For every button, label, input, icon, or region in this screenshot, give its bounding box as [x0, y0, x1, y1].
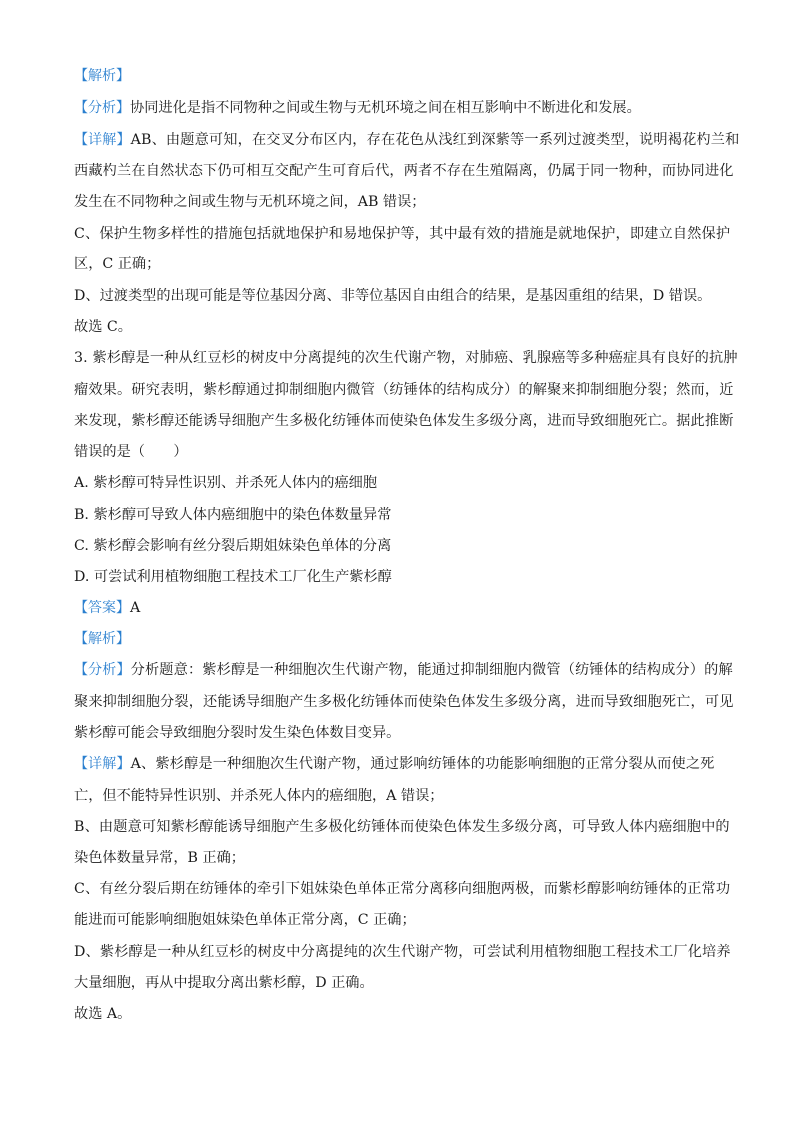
question-stem-line: 错误的是（ ） — [74, 444, 188, 460]
question-stem-line: 瘤效果。研究表明，紫杉醇通过抑制细胞内微管（纺锤体的结构成分）的解聚来抑制细胞分裂；然而，近 — [74, 382, 734, 398]
analysis-line: 紫杉醇可能会导致细胞分裂时发生染色体数目变异。 — [74, 725, 401, 741]
answer-value: A — [130, 600, 141, 616]
question-stem-line: 3. 紫杉醇是一种从红豆杉的树皮中分离提纯的次生代谢产物，对肺癌、乳腺癌等多种癌症具有良好的抗肿 — [74, 350, 738, 366]
detail-line: 染色体数量异常，B 正确； — [74, 850, 245, 866]
jiexi-heading-2: 【解析】 — [74, 631, 130, 647]
detail-line: 大量细胞，再从中提取分离出紫杉醇，D 正确。 — [74, 975, 374, 991]
detail-line: C、保护生物多样性的措施包括就地保护和易地保护等，其中最有效的措施是就地保护，即建立自然保护 — [74, 226, 731, 242]
detail-line: 西藏杓兰在自然状态下仍可相互交配产生可育后代，两者不存在生殖隔离，仍属于同一物种，而协同进化 — [74, 163, 734, 179]
detail-line: 【详解】A、紫杉醇是一种细胞次生代谢产物，通过影响纺锤体的功能影响细胞的正常分裂从而使之死 — [74, 756, 715, 772]
question-stem-line: 来发现，紫杉醇还能诱导细胞产生多极化纺锤体而使染色体发生多级分离，进而导致细胞死亡。据此推断 — [74, 413, 734, 429]
jiexi-heading-1: 【解析】 — [74, 68, 130, 84]
detail-line: B、由题意可知紫杉醇能诱导细胞产生多极化纺锤体而使染色体发生多级分离，可导致人体内癌细胞中的 — [74, 819, 730, 835]
detail-line: D、紫杉醇是一种从红豆杉的树皮中分离提纯的次生代谢产物，可尝试利用植物细胞工程技术工厂化培养 — [74, 944, 731, 960]
detail-line: 【详解】AB、由题意可知，在交叉分布区内，存在花色从浅红到深紫等一系列过渡类型，说明褐花杓兰和 — [74, 132, 740, 148]
detail-line: 发生在不同物种之间或生物与无机环境之间，AB 错误； — [74, 194, 426, 210]
analysis-text: 协同进化是指不同物种之间或生物与无机环境之间在相互影响中不断进化和发展。 — [130, 100, 641, 116]
detail-tag: 【详解】 — [74, 756, 131, 772]
option-d: D. 可尝试利用植物细胞工程技术工厂化生产紫杉醇 — [74, 569, 392, 585]
option-a: A. 紫杉醇可特异性识别、并杀死人体内的癌细胞 — [74, 475, 378, 491]
option-c: C. 紫杉醇会影响有丝分裂后期姐妹染色单体的分离 — [74, 538, 392, 554]
detail-line: 亡，但不能特异性识别、并杀死人体内的癌细胞，A 错误； — [74, 788, 444, 804]
choice-conclusion: 故选 A。 — [74, 1006, 132, 1022]
detail-tag: 【详解】 — [74, 132, 131, 148]
detail-line: 能进而可能影响细胞姐妹染色单体正常分离，C 正确； — [74, 912, 416, 928]
analysis-tag: 【分析】 — [74, 662, 131, 678]
analysis-paragraph-1 — [74, 98, 724, 118]
option-b: B. 紫杉醇可导致人体内癌细胞中的染色体数量异常 — [74, 507, 392, 523]
detail-line: D、过渡类型的出现可能是等位基因分离、非等位基因自由组合的结果，是基因重组的结果，D 错误。 — [74, 288, 712, 304]
detail-line: C、有丝分裂后期在纺锤体的牵引下姐妹染色单体正常分离移向细胞两极，而紫杉醇影响纺锤体的正常功 — [74, 881, 731, 897]
analysis-tag: 【分析】 — [74, 100, 130, 116]
choice-conclusion: 故选 C。 — [74, 319, 132, 335]
answer-line — [74, 598, 724, 618]
analysis-line: 聚来抑制细胞分裂，还能诱导细胞产生多极化纺锤体而使染色体发生多级分离，进而导致细胞死亡，可见 — [74, 694, 734, 710]
analysis-line: 【分析】分析题意：紫杉醇是一种细胞次生代谢产物，能通过抑制细胞内微管（纺锤体的结构成分）的解 — [74, 662, 733, 678]
detail-line: 区，C 正确； — [74, 256, 161, 272]
answer-tag: 【答案】 — [74, 600, 130, 616]
